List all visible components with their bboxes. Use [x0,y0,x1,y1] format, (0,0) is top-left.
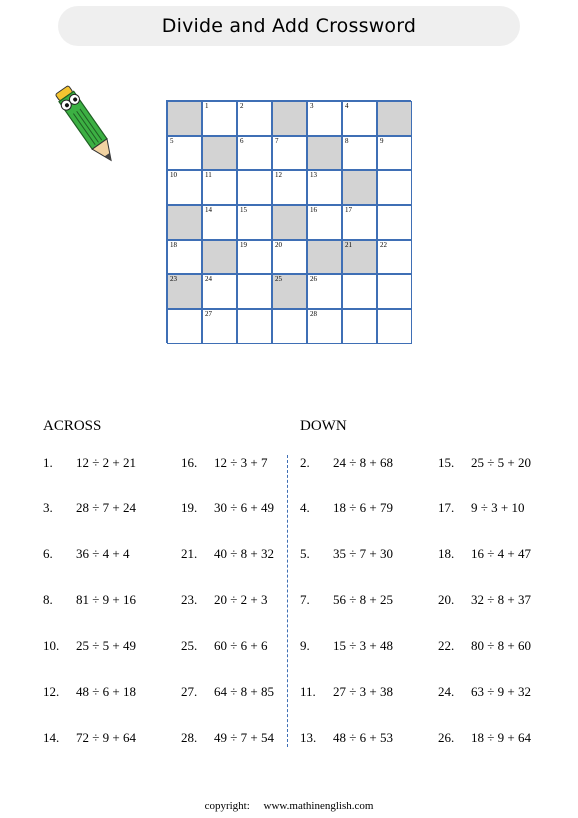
clue-number: 2. [300,455,310,470]
cell-number: 6 [240,136,244,145]
cell-number: 16 [310,206,317,215]
grid-cell[interactable] [377,170,412,205]
grid-cell-shaded [342,170,377,205]
clue-expression: 16 ÷ 4 + 47 [471,546,531,561]
grid-cell[interactable] [237,274,272,309]
clue-expression: 27 ÷ 3 + 38 [333,684,393,699]
cell-number: 5 [170,136,174,145]
crossword-grid [166,100,411,343]
column-divider [287,455,288,747]
clue-expression: 30 ÷ 6 + 49 [214,500,274,515]
grid-cell-shaded [202,240,237,275]
grid-cell[interactable] [237,240,272,275]
clue-number: 21. [181,546,198,561]
clue-number: 8. [43,592,53,607]
down-heading: DOWN [300,418,347,434]
grid-cell[interactable] [377,136,412,171]
grid-cell[interactable] [342,274,377,309]
clue-number: 24. [438,684,455,699]
clue-expression: 15 ÷ 3 + 48 [333,638,393,653]
clue-expression: 36 ÷ 4 + 4 [76,546,130,561]
grid-cell[interactable] [202,309,237,344]
clue-expression: 64 ÷ 8 + 85 [214,684,274,699]
grid-cell[interactable] [237,309,272,344]
grid-cell-shaded [272,274,307,309]
clue-expression: 49 ÷ 7 + 54 [214,730,274,745]
clue-expression: 25 ÷ 5 + 49 [76,638,136,653]
cell-number: 7 [275,136,279,145]
title-banner [58,6,520,46]
cell-number: 25 [275,275,282,284]
clue-number: 18. [438,546,455,561]
clue-expression: 81 ÷ 9 + 16 [76,592,136,607]
cell-number: 1 [205,102,209,110]
cell-number: 9 [380,136,384,145]
clue-expression: 28 ÷ 7 + 24 [76,500,136,515]
clue-number: 28. [181,730,198,745]
cell-number: 2 [240,102,244,110]
clue-expression: 25 ÷ 5 + 20 [471,455,531,470]
grid-cell[interactable] [237,205,272,240]
clue-number: 20. [438,592,455,607]
clue-number: 27. [181,684,198,699]
pencil-icon [52,74,122,178]
clue-number: 4. [300,500,310,515]
cell-number: 10 [170,171,177,180]
grid-cell-shaded [167,274,202,309]
clue-number: 13. [300,730,317,745]
grid-cell[interactable] [237,170,272,205]
grid-cell[interactable] [272,136,307,171]
cell-number: 22 [380,240,387,249]
grid-cell[interactable] [272,170,307,205]
clue-expression: 63 ÷ 9 + 32 [471,684,531,699]
copyright-footer: copyright: www.mathinenglish.com [204,800,374,812]
grid-cell[interactable] [237,136,272,171]
grid-cell[interactable] [342,309,377,344]
clue-expression: 56 ÷ 8 + 25 [333,592,393,607]
cell-number: 27 [205,310,212,319]
grid-cell[interactable] [307,274,342,309]
clue-number: 25. [181,638,198,653]
clue-number: 7. [300,592,310,607]
grid-cell[interactable] [377,309,412,344]
grid-cell-shaded [167,101,202,136]
clue-expression: 40 ÷ 8 + 32 [214,546,274,561]
cell-number: 4 [345,102,349,110]
grid-cell[interactable] [202,101,237,136]
cell-number: 21 [345,240,352,249]
clue-expression: 12 ÷ 2 + 21 [76,455,136,470]
grid-cell[interactable] [307,170,342,205]
grid-cell[interactable] [272,240,307,275]
clue-expression: 18 ÷ 9 + 64 [471,730,531,745]
grid-cell[interactable] [272,309,307,344]
clue-number: 19. [181,500,198,515]
grid-cell-shaded [167,205,202,240]
grid-cell[interactable] [307,309,342,344]
grid-cell-shaded [307,136,342,171]
grid-cell-shaded [202,136,237,171]
grid-cell[interactable] [342,136,377,171]
clue-expression: 80 ÷ 8 + 60 [471,638,531,653]
grid-cell[interactable] [342,101,377,136]
clue-expression: 32 ÷ 8 + 37 [471,592,531,607]
cell-number: 15 [240,206,247,215]
clue-number: 23. [181,592,198,607]
grid-cell[interactable] [167,170,202,205]
cell-number: 11 [205,171,212,180]
clue-number: 9. [300,638,310,653]
clue-number: 26. [438,730,455,745]
clue-expression: 18 ÷ 6 + 79 [333,500,393,515]
grid-cell[interactable] [202,205,237,240]
grid-cell-shaded [272,101,307,136]
clue-number: 6. [43,546,53,561]
clue-expression: 35 ÷ 7 + 30 [333,546,393,561]
clue-expression: 48 ÷ 6 + 18 [76,684,136,699]
clue-expression: 20 ÷ 2 + 3 [214,592,268,607]
clue-number: 11. [300,684,316,699]
clue-number: 16. [181,455,198,470]
cell-number: 23 [170,275,177,284]
grid-cell[interactable] [307,205,342,240]
clue-number: 10. [43,638,60,653]
grid-cell[interactable] [202,274,237,309]
grid-cell-shaded [377,101,412,136]
clue-number: 22. [438,638,455,653]
cell-number: 20 [275,240,282,249]
clue-number: 15. [438,455,455,470]
clue-number: 14. [43,730,60,745]
clue-expression: 12 ÷ 3 + 7 [214,455,268,470]
grid-cell[interactable] [167,240,202,275]
clue-number: 12. [43,684,60,699]
clue-expression: 9 ÷ 3 + 10 [471,500,525,515]
grid-cell[interactable] [202,170,237,205]
grid-cell[interactable] [167,136,202,171]
cell-number: 8 [345,136,349,145]
clue-number: 3. [43,500,53,515]
cell-number: 18 [170,240,177,249]
cell-number: 17 [345,206,352,215]
clue-expression: 48 ÷ 6 + 53 [333,730,393,745]
grid-cell[interactable] [342,205,377,240]
grid-cell[interactable] [377,240,412,275]
grid-cell[interactable] [237,101,272,136]
page-title: Divide and Add Crossword [161,15,417,37]
clue-expression: 72 ÷ 9 + 64 [76,730,136,745]
across-heading: ACROSS [43,418,102,434]
grid-cell-shaded [272,205,307,240]
grid-cell[interactable] [377,274,412,309]
cell-number: 26 [310,275,317,284]
cell-number: 12 [275,171,282,180]
cell-number: 24 [205,275,212,284]
grid-cell[interactable] [307,101,342,136]
clue-expression: 24 ÷ 8 + 68 [333,455,393,470]
clue-expression: 60 ÷ 6 + 6 [214,638,268,653]
grid-cell[interactable] [167,309,202,344]
clue-number: 17. [438,500,455,515]
cell-number: 3 [310,102,314,110]
cell-number: 13 [310,171,317,180]
grid-cell-shaded [342,240,377,275]
cell-number: 19 [240,240,247,249]
cell-number: 28 [310,310,317,319]
cell-number: 14 [205,206,212,215]
grid-cell[interactable] [377,205,412,240]
grid-cell-shaded [307,240,342,275]
clue-number: 5. [300,546,310,561]
clue-number: 1. [43,455,53,470]
